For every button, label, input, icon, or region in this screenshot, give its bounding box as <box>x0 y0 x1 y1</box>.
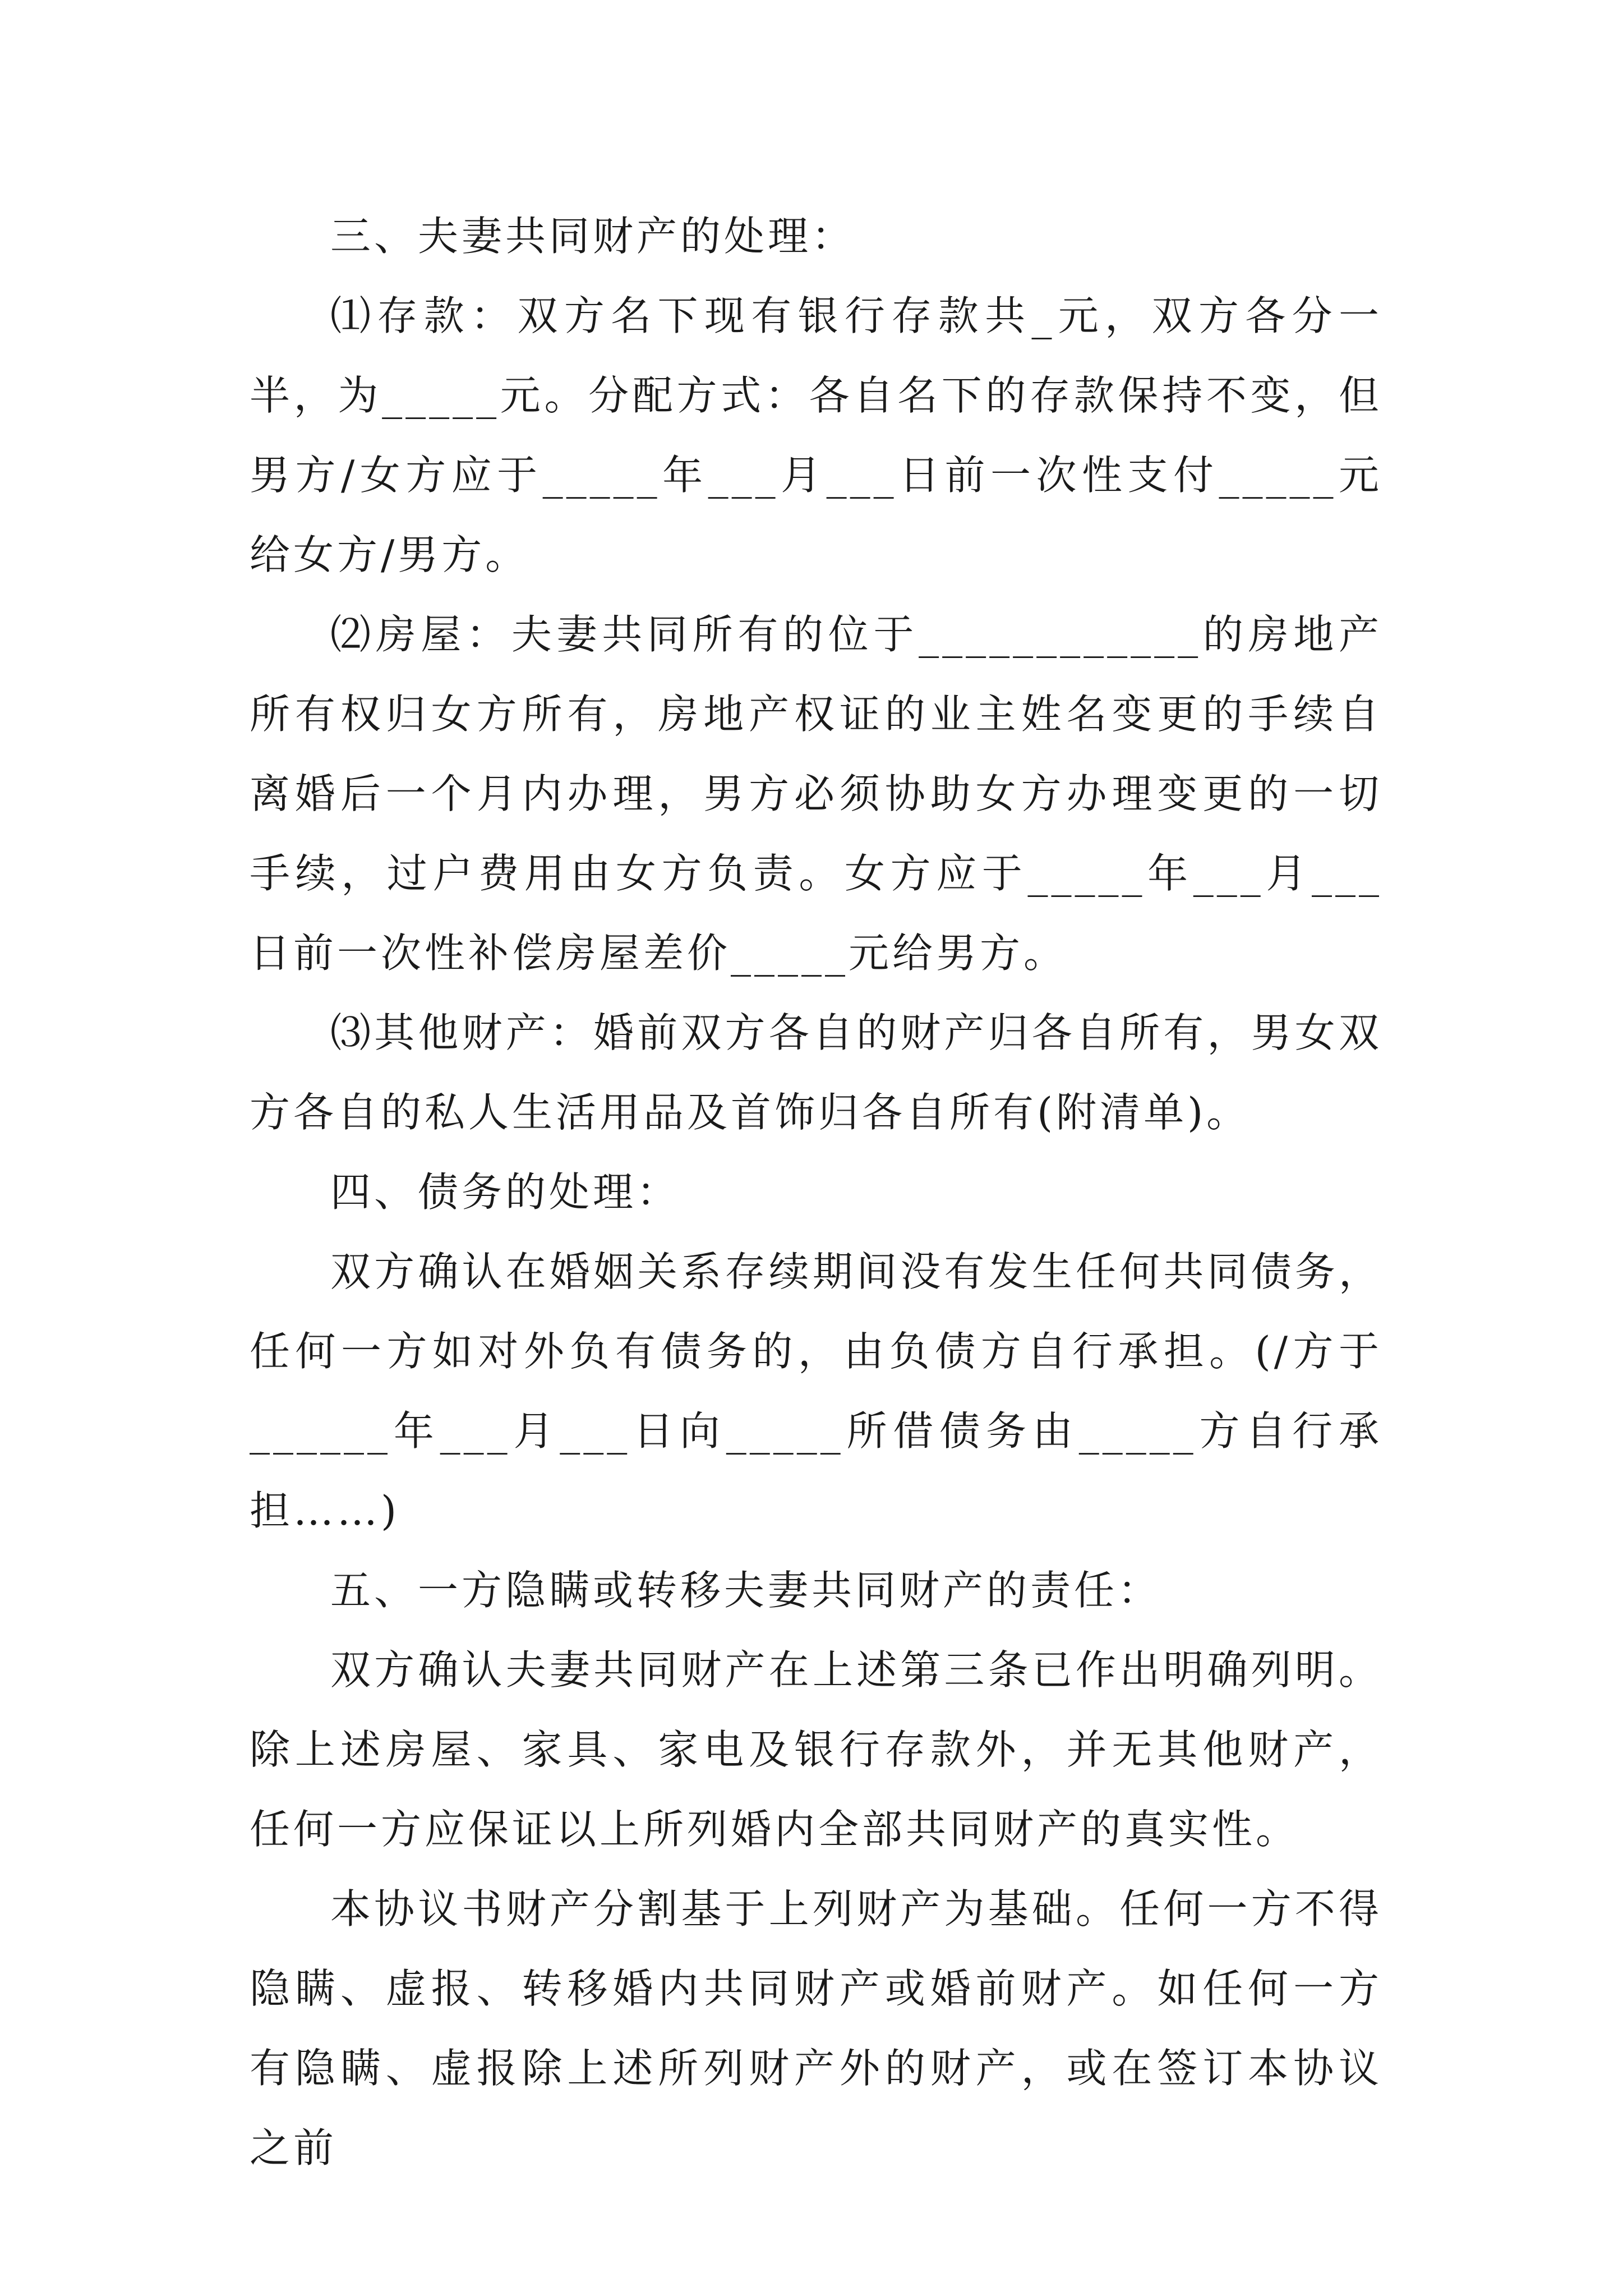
agreement-body <box>250 196 1382 2188</box>
section-heading-debts: 四、债务的处理： <box>330 1168 681 1216</box>
paragraph-confirmation: 双方确认夫妻共同财产在上述第三条已作出明确列明。除上述房屋、家具、家电及银行存款外，并无其他财产，任何一方应保证以上所列婚内全部共同财产的真实性。 <box>250 1646 1382 1853</box>
paragraph-debts: 双方确认在婚姻关系存续期间没有发生任何共同债务，任何一方如对外负有债务的，由负债方自行承担。(/方于______年___月___日向_____所借债务由_____方自行承担……) <box>250 1248 1382 1534</box>
section-heading-property: 三、夫妻共同财产的处理： <box>330 213 856 260</box>
section-heading-concealment: 五、一方隐瞒或转移夫妻共同财产的责任： <box>330 1567 1162 1614</box>
paragraph-other-property: ⑶其他财产：婚前双方各自的财产归各自所有，男女双方各自的私人生活用品及首饰归各自所有(附清单)。 <box>250 1009 1382 1136</box>
paragraph-division-basis: 本协议书财产分割基于上列财产为基础。任何一方不得隐瞒、虚报、转移婚内共同财产或婚前财产。如任何一方有隐瞒、虚报除上述所列财产外的财产，或在签订本协议之前 <box>250 1885 1382 2171</box>
paragraph-housing: ⑵房屋：夫妻共同所有的位于____________的房地产所有权归女方所有，房地产权证的业主姓名变更的手续自离婚后一个月内办理，男方必须协助女方办理变更的一切手续，过户费用由女方负责。女方应于_____年___月___日前一次性补偿房屋差价_____元给男方。 <box>250 611 1382 977</box>
paragraph-deposits: ⑴存款：双方名下现有银行存款共_元，双方各分一半，为_____元。分配方式：各自名下的存款保持不变，但男方/女方应于_____年___月___日前一次性支付_____元给女方/男方。 <box>250 292 1382 578</box>
